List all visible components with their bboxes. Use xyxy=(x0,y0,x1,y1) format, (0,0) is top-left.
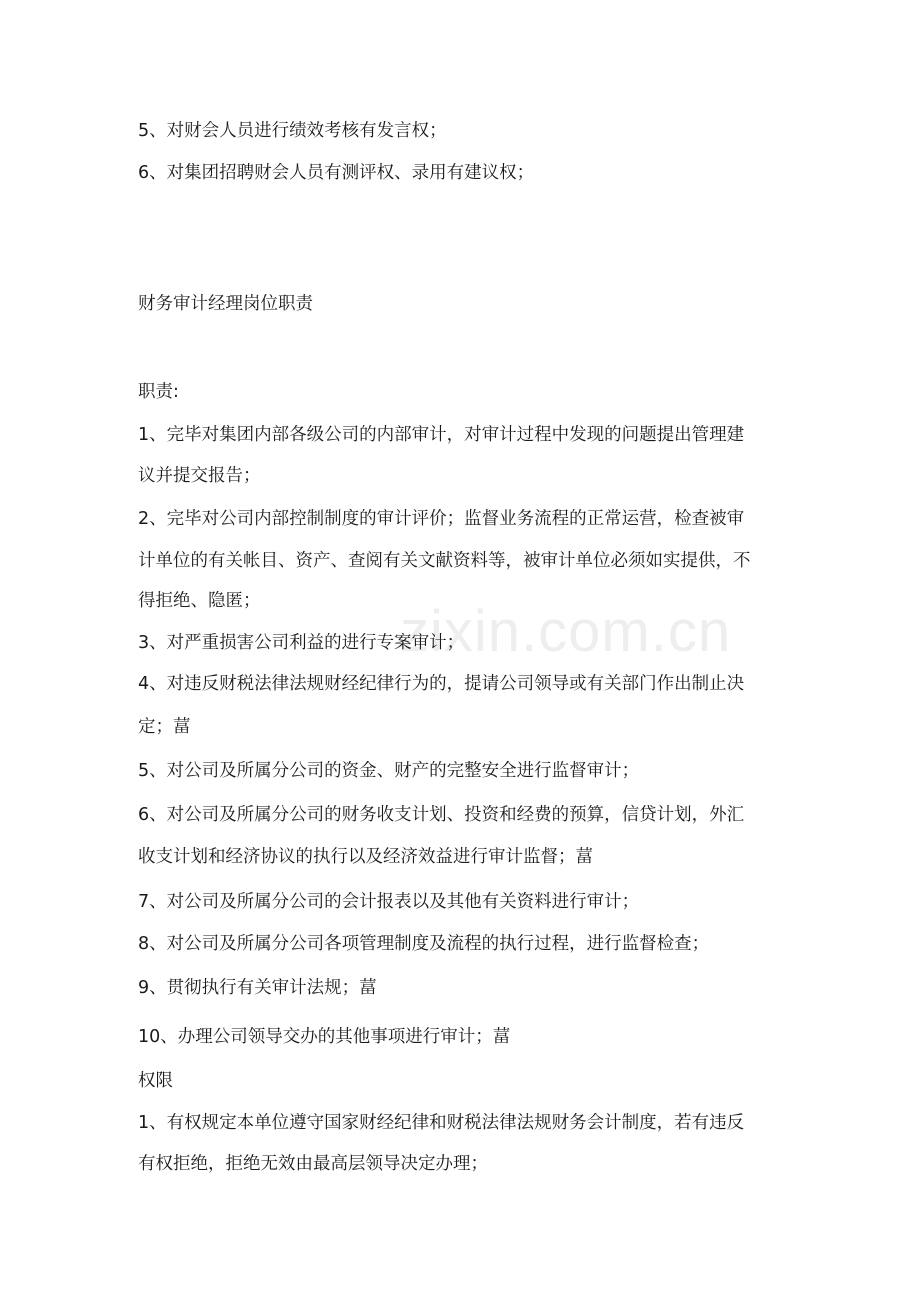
subheading-authority: 权限 xyxy=(138,1071,173,1091)
text-line: 3、对严重损害公司利益的进行专案审计； xyxy=(138,633,465,653)
text-line: 5、对公司及所属分公司的资金、财产的完整安全进行监督审计； xyxy=(138,761,640,781)
text-line: 5、对财会人员进行绩效考核有发言权； xyxy=(138,121,447,141)
text-line: 1、有权规定本单位遵守国家财经纪律和财税法律法规财务会计制度，若有违反 xyxy=(138,1113,745,1133)
text-line: 9、贯彻执行有关审计法规；葍 xyxy=(138,978,377,998)
text-line: 6、对集团招聘财会人员有测评权、录用有建议权； xyxy=(138,163,535,183)
text-line: 10、办理公司领导交办的其他事项进行审计；葍 xyxy=(138,1027,511,1047)
text-line: 8、对公司及所属分公司各项管理制度及流程的执行过程，进行监督检查； xyxy=(138,934,710,954)
text-line: 2、完毕对公司内部控制制度的审计评价；监督业务流程的正常运营，检查被审 xyxy=(138,509,745,529)
text-line: 定；葍 xyxy=(138,717,191,737)
text-line: 6、对公司及所属分公司的财务收支计划、投资和经费的预算，信贷计划，外汇 xyxy=(138,805,745,825)
text-line: 得拒绝、隐匿； xyxy=(138,591,261,611)
text-line: 收支计划和经济协议的执行以及经济效益进行审计监督；葍 xyxy=(138,847,593,867)
watermark: zixin.com.cn xyxy=(400,599,732,664)
text-line: 7、对公司及所属分公司的会计报表以及其他有关资料进行审计； xyxy=(138,892,640,912)
subheading-duties: 职责: xyxy=(138,382,179,402)
text-line: 有权拒绝，拒绝无效由最高层领导决定办理； xyxy=(138,1154,488,1174)
text-line: 1、完毕对集团内部各级公司的内部审计，对审计过程中发现的问题提出管理建 xyxy=(138,425,745,445)
text-line: 4、对违反财税法律法规财经纪律行为的，提请公司领导或有关部门作出制止决 xyxy=(138,674,745,694)
text-line: 计单位的有关帐目、资产、查阅有关文献资料等，被审计单位必须如实提供，不 xyxy=(138,551,751,571)
text-line: 议并提交报告； xyxy=(138,466,261,486)
section-heading: 财务审计经理岗位职责 xyxy=(138,294,313,314)
